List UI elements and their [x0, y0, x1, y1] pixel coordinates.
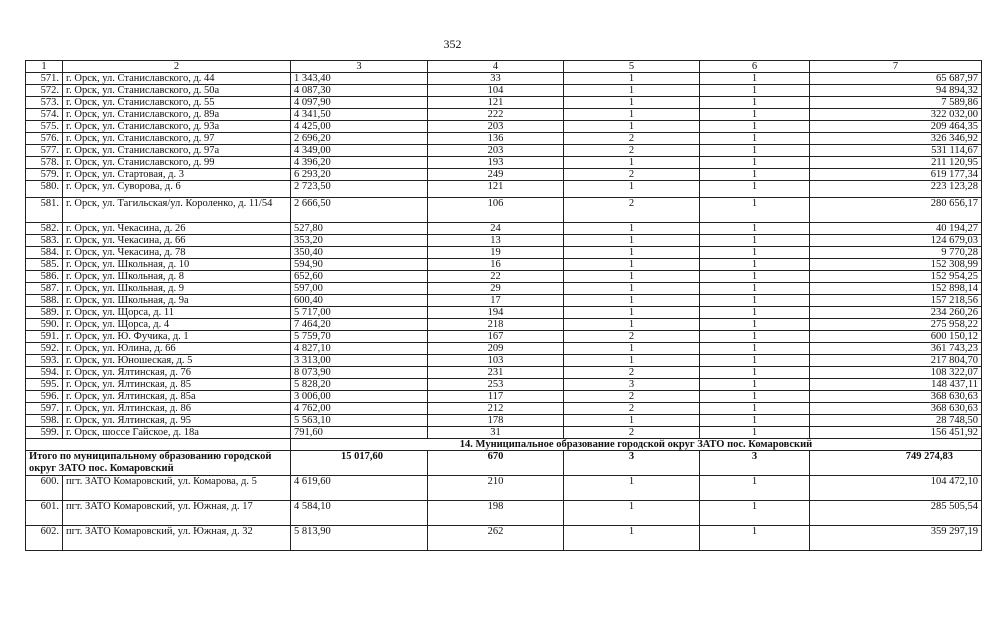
cell-c3: 4 584,10 — [291, 501, 428, 526]
cell-num: 597. — [26, 403, 63, 415]
column-number-row — [26, 61, 982, 73]
total-cell-c7: 749 274,83 — [810, 451, 982, 476]
cell-c7: 368 630,63 — [810, 391, 982, 403]
cell-c6: 1 — [700, 403, 810, 415]
cell-c4: 33 — [428, 73, 564, 85]
table-row — [26, 343, 982, 355]
cell-c4: 262 — [428, 526, 564, 551]
cell-c5: 2 — [564, 145, 700, 157]
cell-c3: 2 666,50 — [291, 198, 428, 223]
cell-c6: 1 — [700, 501, 810, 526]
cell-c4: 121 — [428, 181, 564, 198]
cell-c6: 1 — [700, 133, 810, 145]
cell-c6: 1 — [700, 367, 810, 379]
cell-c5: 2 — [564, 427, 700, 439]
cell-c5: 1 — [564, 157, 700, 169]
cell-c7: 223 123,28 — [810, 181, 982, 198]
cell-c4: 249 — [428, 169, 564, 181]
cell-c7: 209 464,35 — [810, 121, 982, 133]
cell-num: 593. — [26, 355, 63, 367]
cell-c3: 350,40 — [291, 247, 428, 259]
cell-c5: 1 — [564, 319, 700, 331]
cell-c3: 5 563,10 — [291, 415, 428, 427]
cell-c5: 1 — [564, 415, 700, 427]
cell-c6: 1 — [700, 157, 810, 169]
table-row — [26, 73, 982, 85]
cell-num: 571. — [26, 73, 63, 85]
cell-c3: 353,20 — [291, 235, 428, 247]
table-row — [26, 247, 982, 259]
cell-c3: 4 087,30 — [291, 85, 428, 97]
cell-addr: г. Орск, ул. Ялтинская, д. 85а — [63, 391, 291, 403]
cell-c6: 1 — [700, 355, 810, 367]
cell-c5: 1 — [564, 307, 700, 319]
cell-c4: 231 — [428, 367, 564, 379]
cell-c6: 1 — [700, 223, 810, 235]
cell-c5: 1 — [564, 271, 700, 283]
cell-c4: 193 — [428, 157, 564, 169]
cell-c4: 203 — [428, 121, 564, 133]
cell-addr: пгт. ЗАТО Комаровский, ул. Комарова, д. 5 — [63, 476, 291, 501]
cell-num: 595. — [26, 379, 63, 391]
cell-c3: 527,80 — [291, 223, 428, 235]
section-heading-row — [26, 439, 982, 451]
table-row — [26, 295, 982, 307]
cell-c5: 2 — [564, 198, 700, 223]
table-row — [26, 145, 982, 157]
cell-c7: 156 451,92 — [810, 427, 982, 439]
cell-c6: 1 — [700, 259, 810, 271]
cell-c5: 1 — [564, 109, 700, 121]
cell-c4: 19 — [428, 247, 564, 259]
cell-num: 573. — [26, 97, 63, 109]
header-cell: 3 — [291, 61, 428, 73]
table-row — [26, 109, 982, 121]
page-number: 352 — [443, 37, 462, 51]
cell-addr: г. Орск, ул. Чекасина, д. 78 — [63, 247, 291, 259]
total-cell-c5: 3 — [564, 451, 700, 476]
cell-c4: 210 — [428, 476, 564, 501]
cell-c6: 1 — [700, 198, 810, 223]
cell-addr: г. Орск, ул. Ю. Фучика, д. 1 — [63, 331, 291, 343]
cell-c7: 94 894,32 — [810, 85, 982, 97]
cell-c7: 148 437,11 — [810, 379, 982, 391]
cell-c6: 1 — [700, 307, 810, 319]
cell-addr: г. Орск, ул. Тагильская/ул. Короленко, д. 11/54 — [63, 198, 291, 223]
cell-num: 596. — [26, 391, 63, 403]
table-row — [26, 198, 982, 223]
cell-c6: 1 — [700, 343, 810, 355]
table-row — [26, 367, 982, 379]
total-cell-c3: 15 017,60 — [291, 451, 428, 476]
cell-addr: г. Орск, ул. Станиславского, д. 97 — [63, 133, 291, 145]
cell-c4: 16 — [428, 259, 564, 271]
table-row — [26, 271, 982, 283]
cell-num: 598. — [26, 415, 63, 427]
cell-num: 577. — [26, 145, 63, 157]
cell-c3: 5 813,90 — [291, 526, 428, 551]
cell-num: 572. — [26, 85, 63, 97]
cell-c6: 1 — [700, 85, 810, 97]
cell-c3: 4 097,90 — [291, 97, 428, 109]
cell-c4: 22 — [428, 271, 564, 283]
cell-num: 591. — [26, 331, 63, 343]
cell-num: 590. — [26, 319, 63, 331]
cell-c4: 24 — [428, 223, 564, 235]
cell-c5: 1 — [564, 181, 700, 198]
cell-c3: 3 313,00 — [291, 355, 428, 367]
header-cell: 2 — [63, 61, 291, 73]
cell-c6: 1 — [700, 415, 810, 427]
cell-c7: 124 679,03 — [810, 235, 982, 247]
cell-c4: 194 — [428, 307, 564, 319]
cell-c4: 178 — [428, 415, 564, 427]
table-row — [26, 223, 982, 235]
cell-c3: 3 006,00 — [291, 391, 428, 403]
cell-c7: 28 748,50 — [810, 415, 982, 427]
cell-addr: г. Орск, шоссе Гайское, д. 18а — [63, 427, 291, 439]
header-cell: 6 — [700, 61, 810, 73]
table-row — [26, 415, 982, 427]
cell-c3: 5 828,20 — [291, 379, 428, 391]
table-row — [26, 526, 982, 551]
cell-addr: пгт. ЗАТО Комаровский, ул. Южная, д. 32 — [63, 526, 291, 551]
cell-c7: 326 346,92 — [810, 133, 982, 145]
cell-c7: 108 322,07 — [810, 367, 982, 379]
cell-addr: г. Орск, ул. Суворова, д. 6 — [63, 181, 291, 198]
cell-c6: 1 — [700, 427, 810, 439]
cell-c4: 106 — [428, 198, 564, 223]
cell-c3: 4 619,60 — [291, 476, 428, 501]
cell-c7: 9 770,28 — [810, 247, 982, 259]
total-cell-c6: 3 — [700, 451, 810, 476]
cell-num: 601. — [26, 501, 63, 526]
cell-c3: 7 464,20 — [291, 319, 428, 331]
cell-c6: 1 — [700, 247, 810, 259]
cell-addr: г. Орск, ул. Щорса, д. 11 — [63, 307, 291, 319]
cell-c7: 40 194,27 — [810, 223, 982, 235]
table-row — [26, 319, 982, 331]
cell-addr: г. Орск, ул. Станиславского, д. 50а — [63, 85, 291, 97]
cell-c5: 1 — [564, 526, 700, 551]
cell-c6: 1 — [700, 271, 810, 283]
cell-c5: 1 — [564, 235, 700, 247]
cell-addr: г. Орск, ул. Школьная, д. 10 — [63, 259, 291, 271]
cell-c7: 619 177,34 — [810, 169, 982, 181]
cell-c6: 1 — [700, 169, 810, 181]
cell-c6: 1 — [700, 121, 810, 133]
cell-c7: 65 687,97 — [810, 73, 982, 85]
cell-c4: 218 — [428, 319, 564, 331]
header-cell: 5 — [564, 61, 700, 73]
cell-c5: 1 — [564, 295, 700, 307]
cell-c4: 31 — [428, 427, 564, 439]
cell-c5: 1 — [564, 121, 700, 133]
cell-c3: 5 759,70 — [291, 331, 428, 343]
cell-num: 584. — [26, 247, 63, 259]
table-row — [26, 379, 982, 391]
cell-addr: г. Орск, ул. Ялтинская, д. 86 — [63, 403, 291, 415]
cell-c3: 1 343,40 — [291, 73, 428, 85]
cell-c3: 2 723,50 — [291, 181, 428, 198]
table-row — [26, 307, 982, 319]
cell-addr: г. Орск, ул. Чекасина, д. 26 — [63, 223, 291, 235]
table-row — [26, 331, 982, 343]
cell-c5: 2 — [564, 169, 700, 181]
cell-c5: 2 — [564, 367, 700, 379]
section-title: 14. Муниципальное образование городской округ ЗАТО пос. Комаровский — [291, 439, 982, 451]
table-row — [26, 283, 982, 295]
cell-addr: г. Орск, ул. Станиславского, д. 99 — [63, 157, 291, 169]
cell-c4: 117 — [428, 391, 564, 403]
section-spacer-cell — [26, 439, 291, 451]
cell-addr: г. Орск, ул. Станиславского, д. 44 — [63, 73, 291, 85]
cell-c3: 652,60 — [291, 271, 428, 283]
cell-c4: 222 — [428, 109, 564, 121]
cell-c7: 600 150,12 — [810, 331, 982, 343]
cell-num: 574. — [26, 109, 63, 121]
table-body — [26, 61, 982, 551]
cell-num: 587. — [26, 283, 63, 295]
cell-c7: 322 032,00 — [810, 109, 982, 121]
cell-c7: 152 898,14 — [810, 283, 982, 295]
cell-c7: 368 630,63 — [810, 403, 982, 415]
cell-c5: 2 — [564, 403, 700, 415]
cell-addr: г. Орск, ул. Ялтинская, д. 85 — [63, 379, 291, 391]
cell-c3: 4 762,00 — [291, 403, 428, 415]
cell-c3: 8 073,90 — [291, 367, 428, 379]
cell-c5: 1 — [564, 476, 700, 501]
cell-c5: 1 — [564, 97, 700, 109]
table-row — [26, 391, 982, 403]
cell-c5: 1 — [564, 343, 700, 355]
cell-addr: г. Орск, ул. Ялтинская, д. 76 — [63, 367, 291, 379]
cell-c5: 1 — [564, 283, 700, 295]
cell-addr: г. Орск, ул. Школьная, д. 9а — [63, 295, 291, 307]
cell-c7: 211 120,95 — [810, 157, 982, 169]
table-row — [26, 235, 982, 247]
cell-c7: 217 804,70 — [810, 355, 982, 367]
cell-num: 582. — [26, 223, 63, 235]
cell-num: 599. — [26, 427, 63, 439]
cell-num: 581. — [26, 198, 63, 223]
cell-num: 600. — [26, 476, 63, 501]
table-row — [26, 427, 982, 439]
cell-c5: 1 — [564, 85, 700, 97]
cell-num: 602. — [26, 526, 63, 551]
cell-c4: 104 — [428, 85, 564, 97]
cell-c3: 597,00 — [291, 283, 428, 295]
cell-addr: г. Орск, ул. Юношеская, д. 5 — [63, 355, 291, 367]
cell-c6: 1 — [700, 235, 810, 247]
cell-c3: 791,60 — [291, 427, 428, 439]
cell-num: 586. — [26, 271, 63, 283]
table-row — [26, 133, 982, 145]
cell-addr: г. Орск, ул. Ялтинская, д. 95 — [63, 415, 291, 427]
cell-addr: г. Орск, ул. Станиславского, д. 97а — [63, 145, 291, 157]
cell-addr: г. Орск, ул. Станиславского, д. 55 — [63, 97, 291, 109]
cell-c7: 285 505,54 — [810, 501, 982, 526]
cell-c5: 2 — [564, 133, 700, 145]
cell-c5: 2 — [564, 331, 700, 343]
cell-c7: 531 114,67 — [810, 145, 982, 157]
cell-c7: 361 743,23 — [810, 343, 982, 355]
cell-c3: 2 696,20 — [291, 133, 428, 145]
cell-addr: г. Орск, ул. Школьная, д. 8 — [63, 271, 291, 283]
cell-c3: 5 717,00 — [291, 307, 428, 319]
cell-addr: г. Орск, ул. Юлина, д. 66 — [63, 343, 291, 355]
cell-c6: 1 — [700, 109, 810, 121]
cell-c4: 13 — [428, 235, 564, 247]
cell-c6: 1 — [700, 73, 810, 85]
cell-c4: 198 — [428, 501, 564, 526]
cell-c6: 1 — [700, 526, 810, 551]
table-row — [26, 355, 982, 367]
cell-c3: 594,90 — [291, 259, 428, 271]
cell-c7: 157 218,56 — [810, 295, 982, 307]
cell-c7: 7 589,86 — [810, 97, 982, 109]
table-row — [26, 169, 982, 181]
cell-num: 579. — [26, 169, 63, 181]
cell-c6: 1 — [700, 379, 810, 391]
cell-addr: пгт. ЗАТО Комаровский, ул. Южная, д. 17 — [63, 501, 291, 526]
cell-c4: 167 — [428, 331, 564, 343]
cell-c4: 253 — [428, 379, 564, 391]
cell-c4: 121 — [428, 97, 564, 109]
cell-num: 589. — [26, 307, 63, 319]
header-cell: 1 — [26, 61, 63, 73]
cell-num: 580. — [26, 181, 63, 198]
cell-c3: 4 396,20 — [291, 157, 428, 169]
cell-num: 594. — [26, 367, 63, 379]
total-label: Итого по муниципальному образованию городской округ ЗАТО пос. Комаровский — [26, 451, 291, 476]
cell-c5: 1 — [564, 73, 700, 85]
cell-c5: 1 — [564, 259, 700, 271]
cell-addr: г. Орск, ул. Школьная, д. 9 — [63, 283, 291, 295]
cell-c6: 1 — [700, 476, 810, 501]
cell-addr: г. Орск, ул. Станиславского, д. 89а — [63, 109, 291, 121]
cell-c7: 152 308,99 — [810, 259, 982, 271]
table-row — [26, 259, 982, 271]
cell-addr: г. Орск, ул. Стартовая, д. 3 — [63, 169, 291, 181]
cell-num: 583. — [26, 235, 63, 247]
cell-c7: 359 297,19 — [810, 526, 982, 551]
cell-num: 592. — [26, 343, 63, 355]
cell-addr: г. Орск, ул. Щорса, д. 4 — [63, 319, 291, 331]
total-cell-c4: 670 — [428, 451, 564, 476]
cell-c5: 1 — [564, 355, 700, 367]
cell-c6: 1 — [700, 181, 810, 198]
cell-c5: 1 — [564, 247, 700, 259]
registry-table — [25, 60, 982, 551]
cell-c7: 152 954,25 — [810, 271, 982, 283]
table-row — [26, 97, 982, 109]
cell-c3: 4 827,10 — [291, 343, 428, 355]
cell-c3: 600,40 — [291, 295, 428, 307]
cell-num: 585. — [26, 259, 63, 271]
table-row — [26, 181, 982, 198]
header-cell: 7 — [810, 61, 982, 73]
cell-c3: 4 425,00 — [291, 121, 428, 133]
cell-c4: 103 — [428, 355, 564, 367]
cell-c5: 3 — [564, 379, 700, 391]
cell-c7: 234 260,26 — [810, 307, 982, 319]
cell-c5: 1 — [564, 223, 700, 235]
cell-num: 576. — [26, 133, 63, 145]
cell-c6: 1 — [700, 391, 810, 403]
cell-c3: 4 341,50 — [291, 109, 428, 121]
cell-c6: 1 — [700, 97, 810, 109]
cell-c7: 104 472,10 — [810, 476, 982, 501]
cell-c7: 280 656,17 — [810, 198, 982, 223]
cell-c7: 275 958,22 — [810, 319, 982, 331]
cell-c6: 1 — [700, 319, 810, 331]
table-row — [26, 157, 982, 169]
cell-c6: 1 — [700, 283, 810, 295]
cell-c6: 1 — [700, 145, 810, 157]
cell-num: 578. — [26, 157, 63, 169]
cell-addr: г. Орск, ул. Станиславского, д. 93а — [63, 121, 291, 133]
table-row — [26, 501, 982, 526]
cell-c4: 212 — [428, 403, 564, 415]
cell-c4: 29 — [428, 283, 564, 295]
cell-c5: 2 — [564, 391, 700, 403]
cell-num: 575. — [26, 121, 63, 133]
table-row — [26, 403, 982, 415]
table-row — [26, 121, 982, 133]
cell-num: 588. — [26, 295, 63, 307]
cell-c4: 17 — [428, 295, 564, 307]
cell-c4: 203 — [428, 145, 564, 157]
cell-c6: 1 — [700, 295, 810, 307]
cell-c4: 136 — [428, 133, 564, 145]
cell-c6: 1 — [700, 331, 810, 343]
table-row — [26, 85, 982, 97]
cell-c4: 209 — [428, 343, 564, 355]
cell-addr: г. Орск, ул. Чекасина, д. 66 — [63, 235, 291, 247]
header-cell: 4 — [428, 61, 564, 73]
table-row — [26, 476, 982, 501]
cell-c3: 4 349,00 — [291, 145, 428, 157]
cell-c5: 1 — [564, 501, 700, 526]
cell-c3: 6 293,20 — [291, 169, 428, 181]
total-row — [26, 451, 982, 476]
